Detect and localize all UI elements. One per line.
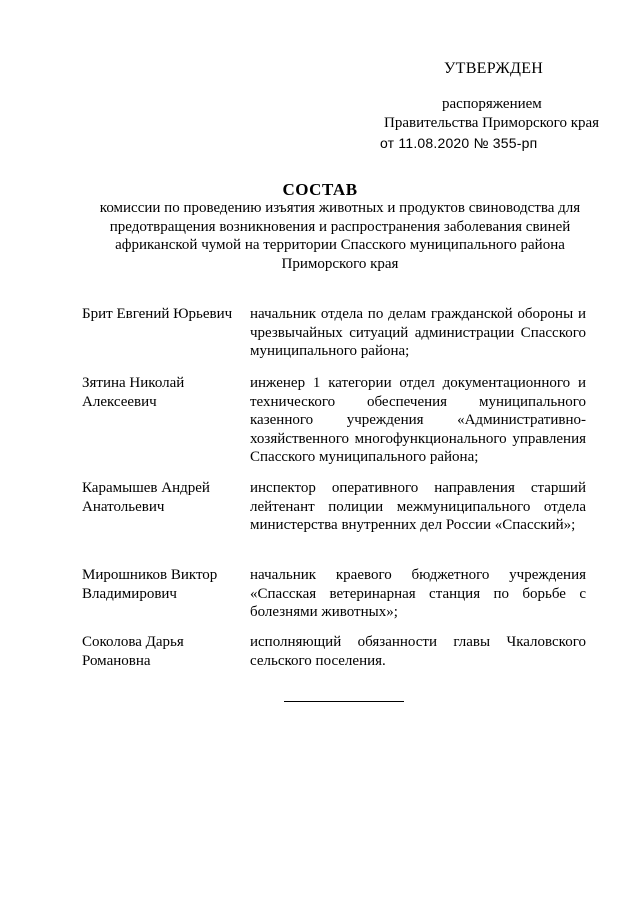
member-name: Брит Евгений Юрьевич [82, 306, 233, 322]
member-row [82, 374, 586, 464]
member-row [82, 305, 586, 365]
member-name: Мирошников Виктор Владимирович [82, 567, 218, 602]
member-row [82, 566, 586, 626]
approval-order-line-1: распоряжением [442, 96, 542, 112]
approval-order-line-2: Правительства Приморского края [384, 115, 600, 131]
member-position: инспектор оперативного направления старший лейтенант полиции межмуниципального отдела министерства внутренних дел России «Спасский»; [250, 480, 586, 533]
member-name: Карамышев Андрей Анатольевич [82, 480, 210, 515]
closing-divider-line [284, 701, 404, 702]
member-name: Соколова Дарья Романовна [82, 634, 184, 669]
member-row [82, 479, 586, 539]
member-position: исполняющий обязанности главы Чкаловского сельского поселения. [250, 634, 586, 669]
document-title: СОСТАВ [282, 180, 358, 199]
member-row [82, 633, 586, 673]
member-position: начальник краевого бюджетного учреждения «Спасская ветеринарная станция по борьбе с болезнями животных»; [250, 567, 586, 620]
document-subtitle: комиссии по проведению изъятия животных и продуктов свиноводства для предотвращения возникновения и распространения заболевания свиней африканской чумой на территории Спасского муниципального района Приморского края [99, 200, 581, 272]
member-position: инженер 1 категории отдел документационного и технического обеспечения муниципального казенного учреждения «Административно-хозяйственного многофункционального управления Спасского муниципального района; [250, 375, 586, 465]
member-name: Зятина Николай Алексеевич [82, 375, 185, 410]
member-position: начальник отдела по делам гражданской обороны и чрезвычайных ситуаций администрации Спасского муниципального района; [250, 306, 586, 359]
approval-stamp-heading: УТВЕРЖДЕН [444, 60, 544, 77]
approval-order-date-number: от 11.08.2020 № 355-рп [380, 135, 538, 151]
